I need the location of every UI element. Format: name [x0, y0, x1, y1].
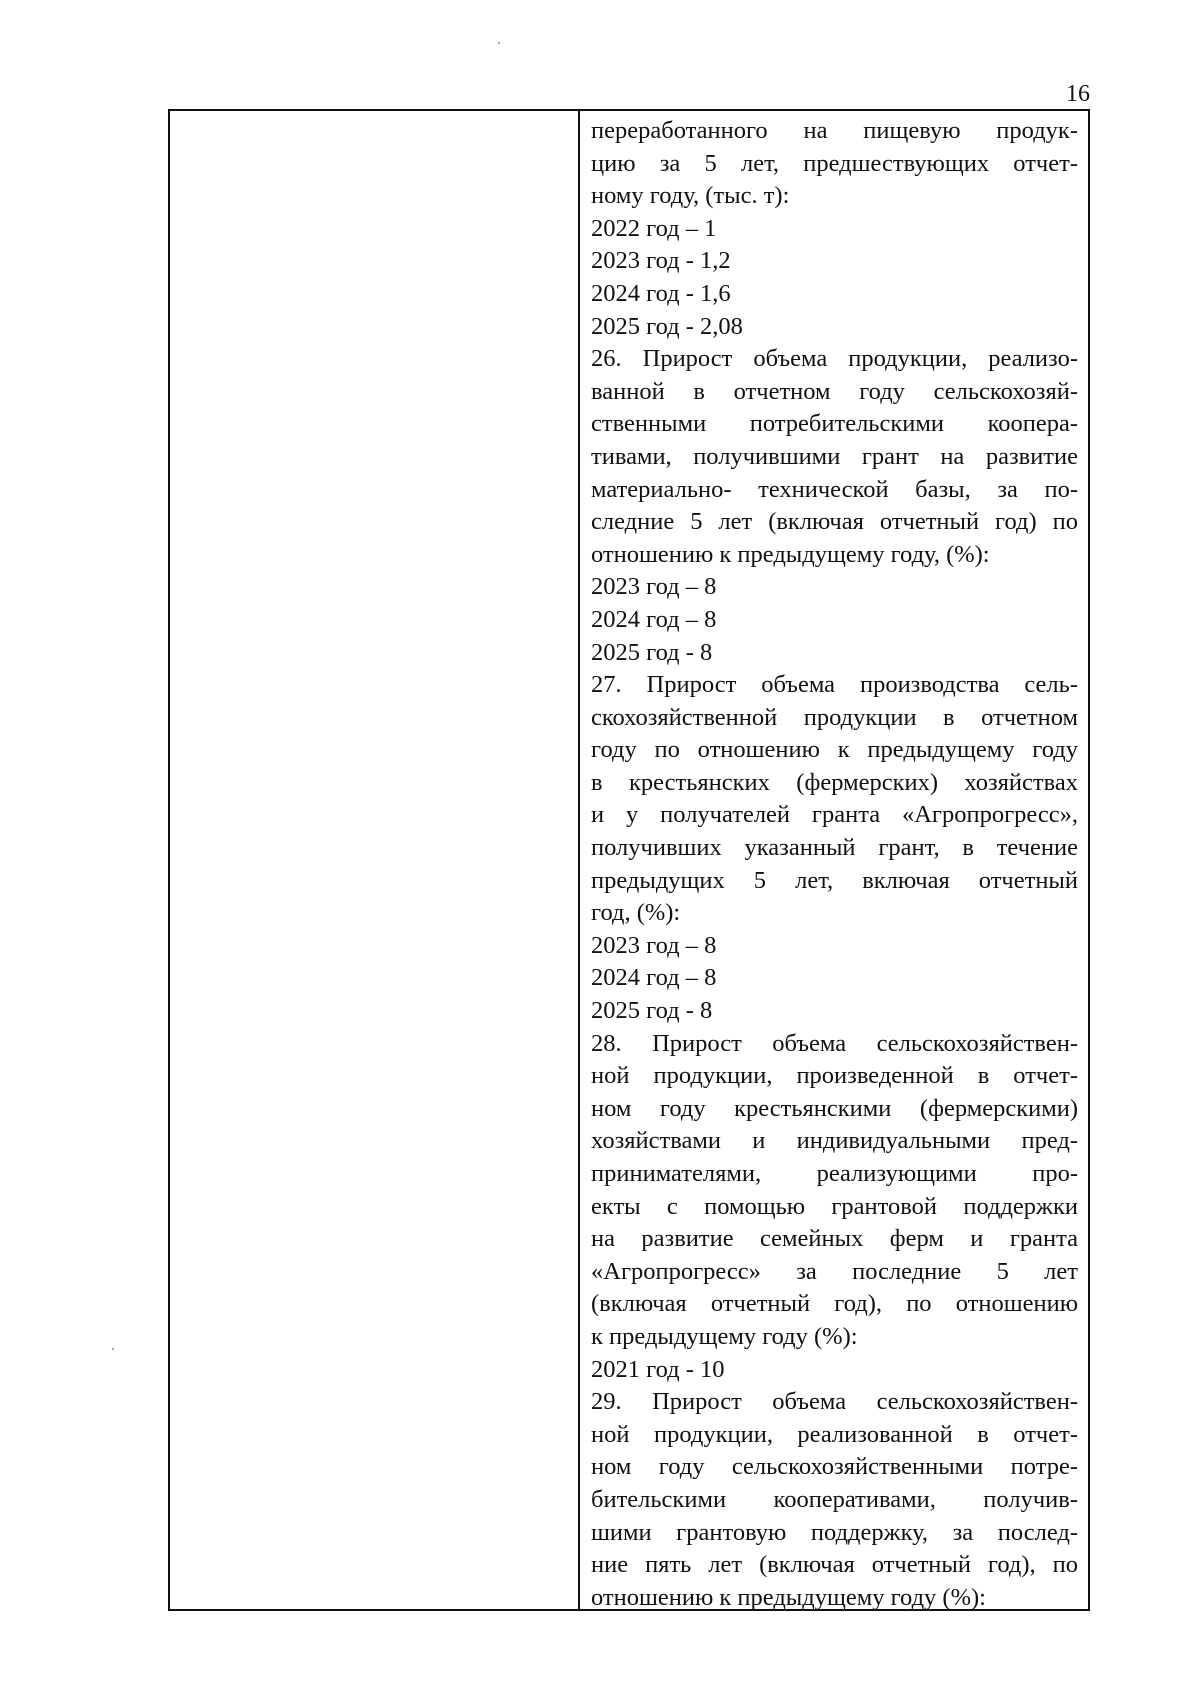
text-line: отношению к предыдущему году (%):: [591, 1583, 986, 1611]
text-line: принимателями, реализующими про-: [591, 1160, 1078, 1187]
text-line: тивами, получившими грант на развитие: [591, 442, 1078, 470]
text-line: предыдущих 5 лет, включая отчетный: [591, 866, 1078, 894]
text-line: 27. Прирост объема производства сель-: [591, 671, 1078, 699]
table-right-column: [580, 111, 1088, 1609]
page-number: 16: [1066, 81, 1090, 107]
text-line: 2025 год - 2,08: [591, 312, 743, 340]
text-line: шими грантовую поддержку, за послед-: [591, 1518, 1078, 1546]
text-line: цию за 5 лет, предшествующих отчет-: [591, 149, 1078, 177]
text-line: отношению к предыдущему году, (%):: [591, 540, 990, 568]
text-line: ние пять лет (включая отчетный год), по: [591, 1551, 1078, 1579]
text-line: 2024 год – 8: [591, 605, 717, 633]
text-line: ному году, (тыс. т):: [591, 182, 790, 210]
text-line: получивших указанный грант, в течение: [591, 834, 1078, 862]
text-line: екты с помощью грантовой поддержки: [591, 1192, 1078, 1220]
text-line: год, (%):: [591, 899, 681, 927]
text-line: хозяйствами и индивидуальными пред-: [591, 1127, 1078, 1155]
text-line: 2025 год - 8: [591, 997, 713, 1025]
table-left-column: [170, 111, 580, 1609]
text-line: следние 5 лет (включая отчетный год) по: [591, 508, 1078, 536]
text-line: ственными потребительскими коопера-: [591, 410, 1078, 438]
text-line: 2022 год – 1: [591, 214, 717, 242]
text-line: ном году крестьянскими (фермерскими): [591, 1094, 1078, 1122]
text-line: 2021 год - 10: [591, 1355, 725, 1383]
text-line: «Агропрогресс» за последние 5 лет: [591, 1257, 1078, 1285]
text-line: скохозяйственной продукции в отчетном: [591, 703, 1078, 731]
scan-artifact: [498, 42, 500, 44]
scan-artifact: [112, 1348, 114, 1350]
text-line: материально- технической базы, за по-: [591, 475, 1078, 503]
text-line: и у получателей гранта «Агропрогресс»,: [591, 801, 1078, 829]
text-line: 28. Прирост объема сельскохозяйствен-: [591, 1029, 1078, 1057]
text-line: году по отношению к предыдущему году: [591, 736, 1078, 764]
text-line: 2024 год - 1,6: [591, 279, 731, 307]
text-line: 26. Прирост объема продукции, реализо-: [591, 345, 1078, 373]
text-line: 29. Прирост объема сельскохозяйствен-: [591, 1388, 1078, 1416]
text-line: на развитие семейных ферм и гранта: [591, 1225, 1078, 1253]
text-line: в крестьянских (фермерских) хозяйствах: [591, 768, 1078, 796]
document-table: [168, 109, 1090, 1611]
text-line: 2023 год – 8: [591, 573, 717, 601]
text-line: 2023 год – 8: [591, 931, 717, 959]
text-line: 2025 год - 8: [591, 638, 713, 666]
text-line: (включая отчетный год), по отношению: [591, 1290, 1078, 1318]
text-line: переработанного на пищевую продук-: [591, 117, 1078, 144]
text-line: ной продукции, произведенной в отчет-: [591, 1062, 1078, 1090]
text-line: ванной в отчетном году сельскохозяй-: [591, 377, 1078, 405]
text-line: 2024 год – 8: [591, 964, 717, 992]
text-line: 2023 год - 1,2: [591, 247, 731, 275]
text-line: бительскими кооперативами, получив-: [591, 1485, 1078, 1513]
text-line: ной продукции, реализованной в отчет-: [591, 1420, 1078, 1448]
text-line: ном году сельскохозяйственными потре-: [591, 1453, 1078, 1481]
text-line: к предыдущему году (%):: [591, 1322, 858, 1350]
